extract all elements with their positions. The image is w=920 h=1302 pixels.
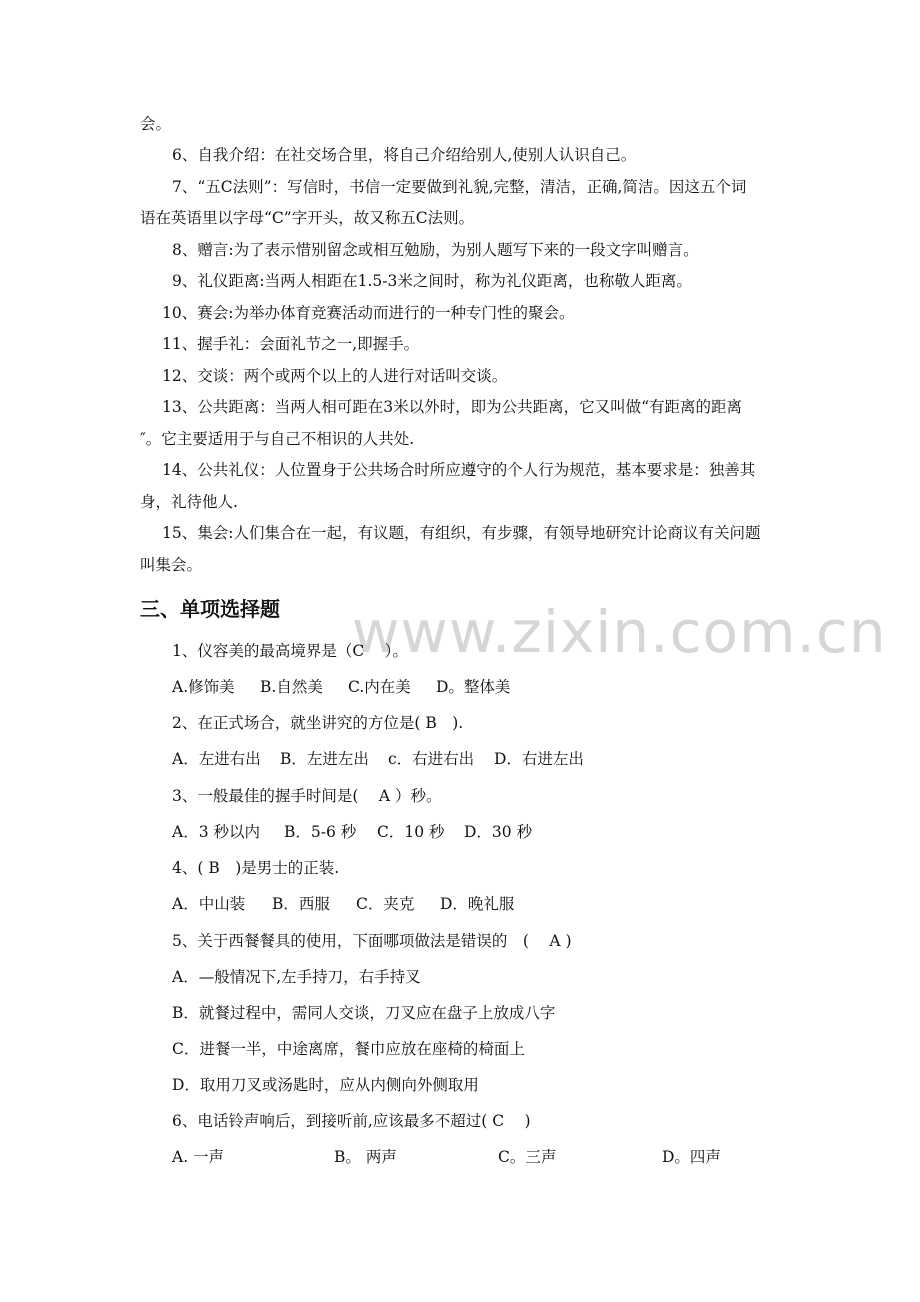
question-5-option-b: B．就餐过程中，需同人交谈，刀叉应在盘子上放成八字	[172, 1004, 556, 1022]
option-c: C。三声	[498, 1148, 557, 1166]
question-2: 2、在正式场合，就坐讲究的方位是( B ).	[172, 714, 464, 732]
option-b: B．5-6 秒	[284, 823, 357, 841]
definition-5-tail: 会。	[140, 115, 172, 133]
option-a: A．左进右出	[172, 750, 261, 768]
definition-15-line2: 叫集会。	[140, 556, 203, 574]
definition-7-line1: 7、“五C法则”：写信时，书信一定要做到礼貌,完整，清洁，正确,简洁。因这五个词	[172, 178, 747, 196]
option-d: D．晚礼服	[440, 895, 515, 913]
question-5: 5、关于西餐餐具的使用，下面哪项做法是错误的 ( A )	[172, 932, 572, 950]
question-5-option-d: D．取用刀叉或汤匙时，应从内侧向外侧取用	[172, 1076, 479, 1094]
section-title: 三、单项选择题	[140, 597, 280, 621]
definition-14-line1: 14、公共礼仪：人位置身于公共场合时所应遵守的个人行为规范，基本要求是：独善其	[162, 461, 756, 479]
question-6: 6、电话铃声响后，到接听前,应该最多不超过( C )	[172, 1112, 531, 1130]
question-1: 1、仪容美的最高境界是（C ）。	[172, 642, 408, 660]
option-c: C.内在美	[348, 678, 411, 696]
definition-8: 8、赠言:为了表示惜别留念或相互勉励，为别人题写下来的一段文字叫赠言。	[172, 241, 699, 259]
option-a: A．3 秒以内	[172, 823, 260, 841]
definition-10: 10、赛会:为举办体育竞赛活动而进行的一种专门性的聚会。	[162, 304, 575, 322]
option-b: B.自然美	[260, 678, 323, 696]
definition-6: 6、自我介绍：在社交场合里，将自己介绍给别人,使别人认识自己。	[172, 146, 637, 164]
definition-9: 9、礼仪距离:当两人相距在1.5-3米之间时，称为礼仪距离，也称敬人距离。	[172, 272, 692, 290]
option-d: D。四声	[662, 1148, 721, 1166]
definition-11: 11、握手礼：会面礼节之一,即握手。	[162, 335, 420, 353]
definition-14-line2: 身，礼待他人.	[140, 493, 238, 511]
option-d: D．30 秒	[464, 823, 533, 841]
option-b: B．左进左出	[280, 750, 369, 768]
question-5-option-a: A．—般情况下,左手持刀，右手持叉	[172, 968, 421, 986]
option-c: C．夹克	[356, 895, 415, 913]
option-b: B。 两声	[334, 1148, 397, 1166]
definition-13-line1: 13、公共距离：当两人相可距在3米以外时，即为公共距离，它又叫做“有距离的距离	[162, 398, 743, 416]
option-d: D．右进左出	[494, 750, 584, 768]
definition-7-line2: 语在英语里以字母“C”字开头，故又称五C法则。	[140, 209, 475, 227]
definition-13-line2: ″。它主要适用于与自己不相识的人共处.	[140, 430, 415, 448]
option-c: c．右进右出	[388, 750, 475, 768]
option-b: B．西服	[272, 895, 330, 913]
definition-12: 12、交谈：两个或两个以上的人进行对话叫交谈。	[162, 367, 508, 385]
option-a: A．中山装	[172, 895, 246, 913]
question-3: 3、一般最佳的握手时间是( A ）秒。	[172, 787, 442, 805]
watermark: www.zixin.com.cn	[352, 598, 887, 666]
definition-15-line1: 15、集会:人们集合在一起，有议题，有组织，有步骤，有领导地研究计论商议有关问题	[162, 524, 761, 542]
option-a: A.修饰美	[172, 678, 235, 696]
option-c: C．10 秒	[377, 823, 445, 841]
question-5-option-c: C．进餐一半，中途离席，餐巾应放在座椅的椅面上	[172, 1040, 525, 1058]
option-d: D。整体美	[436, 678, 511, 696]
question-4: 4、( B )是男士的正装.	[172, 859, 340, 877]
option-a: A. 一声	[172, 1148, 225, 1166]
